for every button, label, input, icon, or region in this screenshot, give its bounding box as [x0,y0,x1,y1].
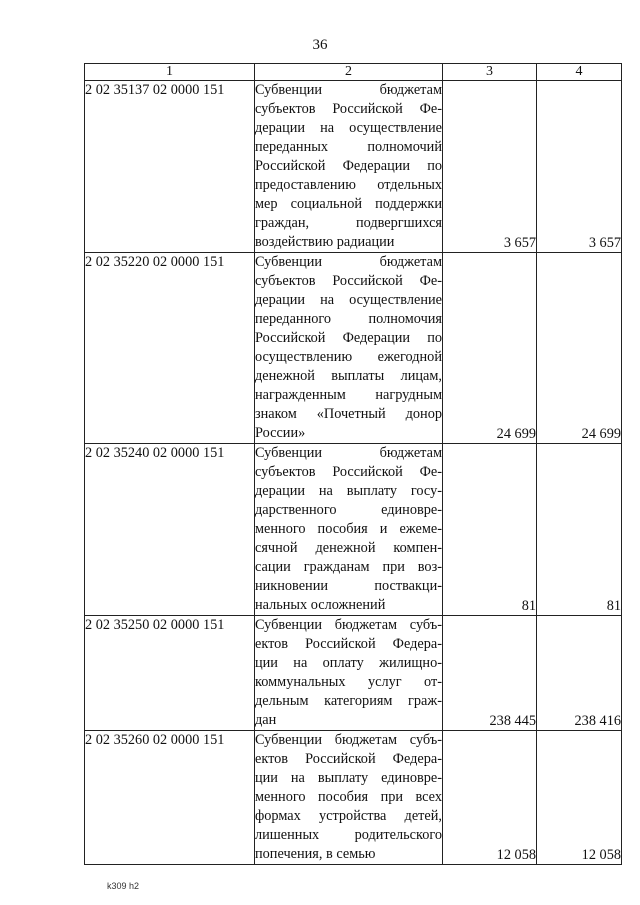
budget-table [84,63,622,865]
description-line: ектов Российской Федера- [255,636,442,652]
description-line: субъектов Российской Фе- [255,464,442,480]
description-line: коммунальных услуг от- [255,674,442,690]
header-col-3: 3 [443,64,537,81]
description-line: Субвенции бюджетам субъ- [255,732,442,748]
amount-col-3-cell: 24 699 [443,253,537,444]
amount-col-4-cell: 12 058 [537,731,622,865]
header-col-2: 2 [255,64,443,81]
header-col-4: 4 [537,64,622,81]
description-line: ции на оплату жилищно- [255,655,442,671]
description-line: предоставлению отдельных [255,177,442,193]
description-line: Российской Федерации по [255,330,442,346]
amount-col-3-cell: 81 [443,444,537,616]
description-line: Субвенции бюджетам [255,254,442,270]
description-line: сячной денежной компен- [255,540,442,556]
description-line: менного пособия и ежеме- [255,521,442,537]
income-code-cell: 2 02 35260 02 0000 151 [85,731,255,865]
table-body [85,81,622,865]
description-line: нальных осложнений [255,597,386,613]
table-row [85,444,622,616]
description-line: сации гражданам при воз- [255,559,442,575]
description-line: Субвенции бюджетам [255,445,442,461]
description-line: знаком «Почетный донор [255,406,442,422]
description-line: субъектов Российской Фе- [255,273,442,289]
description-line: попечения, в семью [255,846,376,862]
income-code-cell: 2 02 35220 02 0000 151 [85,253,255,444]
description-line: дан [255,712,277,728]
description-line: переданного полномочия [255,311,442,327]
table-header [85,64,622,81]
income-code-cell: 2 02 35137 02 0000 151 [85,81,255,253]
description-line: граждан, подвергшихся [255,215,442,231]
description-line: никновении поствакци- [255,578,442,594]
income-code-cell: 2 02 35250 02 0000 151 [85,616,255,731]
description-cell [255,253,443,444]
amount-col-3-cell: 12 058 [443,731,537,865]
amount-col-4-cell: 81 [537,444,622,616]
description-line: воздействию радиации [255,234,395,250]
description-line: субъектов Российской Фе- [255,101,442,117]
page-number: 36 [312,37,328,53]
description-cell [255,444,443,616]
description-cell [255,731,443,865]
description-line: дерации на осуществление [255,292,442,308]
description-line: осуществлению ежегодной [255,349,442,365]
table-row [85,81,622,253]
description-cell [255,616,443,731]
table-row [85,616,622,731]
description-line: Субвенции бюджетам субъ- [255,617,442,633]
description-line: переданных полномочий [255,139,442,155]
description-line: Российской Федерации по [255,158,442,174]
description-line: награжденным нагрудным [255,387,442,403]
description-line: дерации на выплату госу- [255,483,442,499]
description-line: менного пособия при всех [255,789,442,805]
description-line: формах устройства детей, [255,808,442,824]
amount-col-4-cell: 24 699 [537,253,622,444]
description-line: Субвенции бюджетам [255,82,442,98]
description-cell [255,81,443,253]
amount-col-4-cell: 238 416 [537,616,622,731]
description-line: мер социальной поддержки [255,196,442,212]
description-line: дарственного единовре- [255,502,442,518]
amount-col-4-cell: 3 657 [537,81,622,253]
table-row [85,731,622,865]
table-row [85,253,622,444]
description-line: ектов Российской Федера- [255,751,442,767]
footer-code: k309 h2 [107,881,140,891]
header-row [85,64,622,81]
description-line: лишенных родительского [255,827,442,843]
description-line: дерации на осуществление [255,120,442,136]
description-line: России» [255,425,306,441]
amount-col-3-cell: 238 445 [443,616,537,731]
description-line: денежной выплаты лицам, [255,368,442,384]
description-line: ции на выплату единовре- [255,770,442,786]
header-col-1: 1 [85,64,255,81]
income-code-cell: 2 02 35240 02 0000 151 [85,444,255,616]
amount-col-3-cell: 3 657 [443,81,537,253]
description-line: дельным категориям граж- [255,693,442,709]
